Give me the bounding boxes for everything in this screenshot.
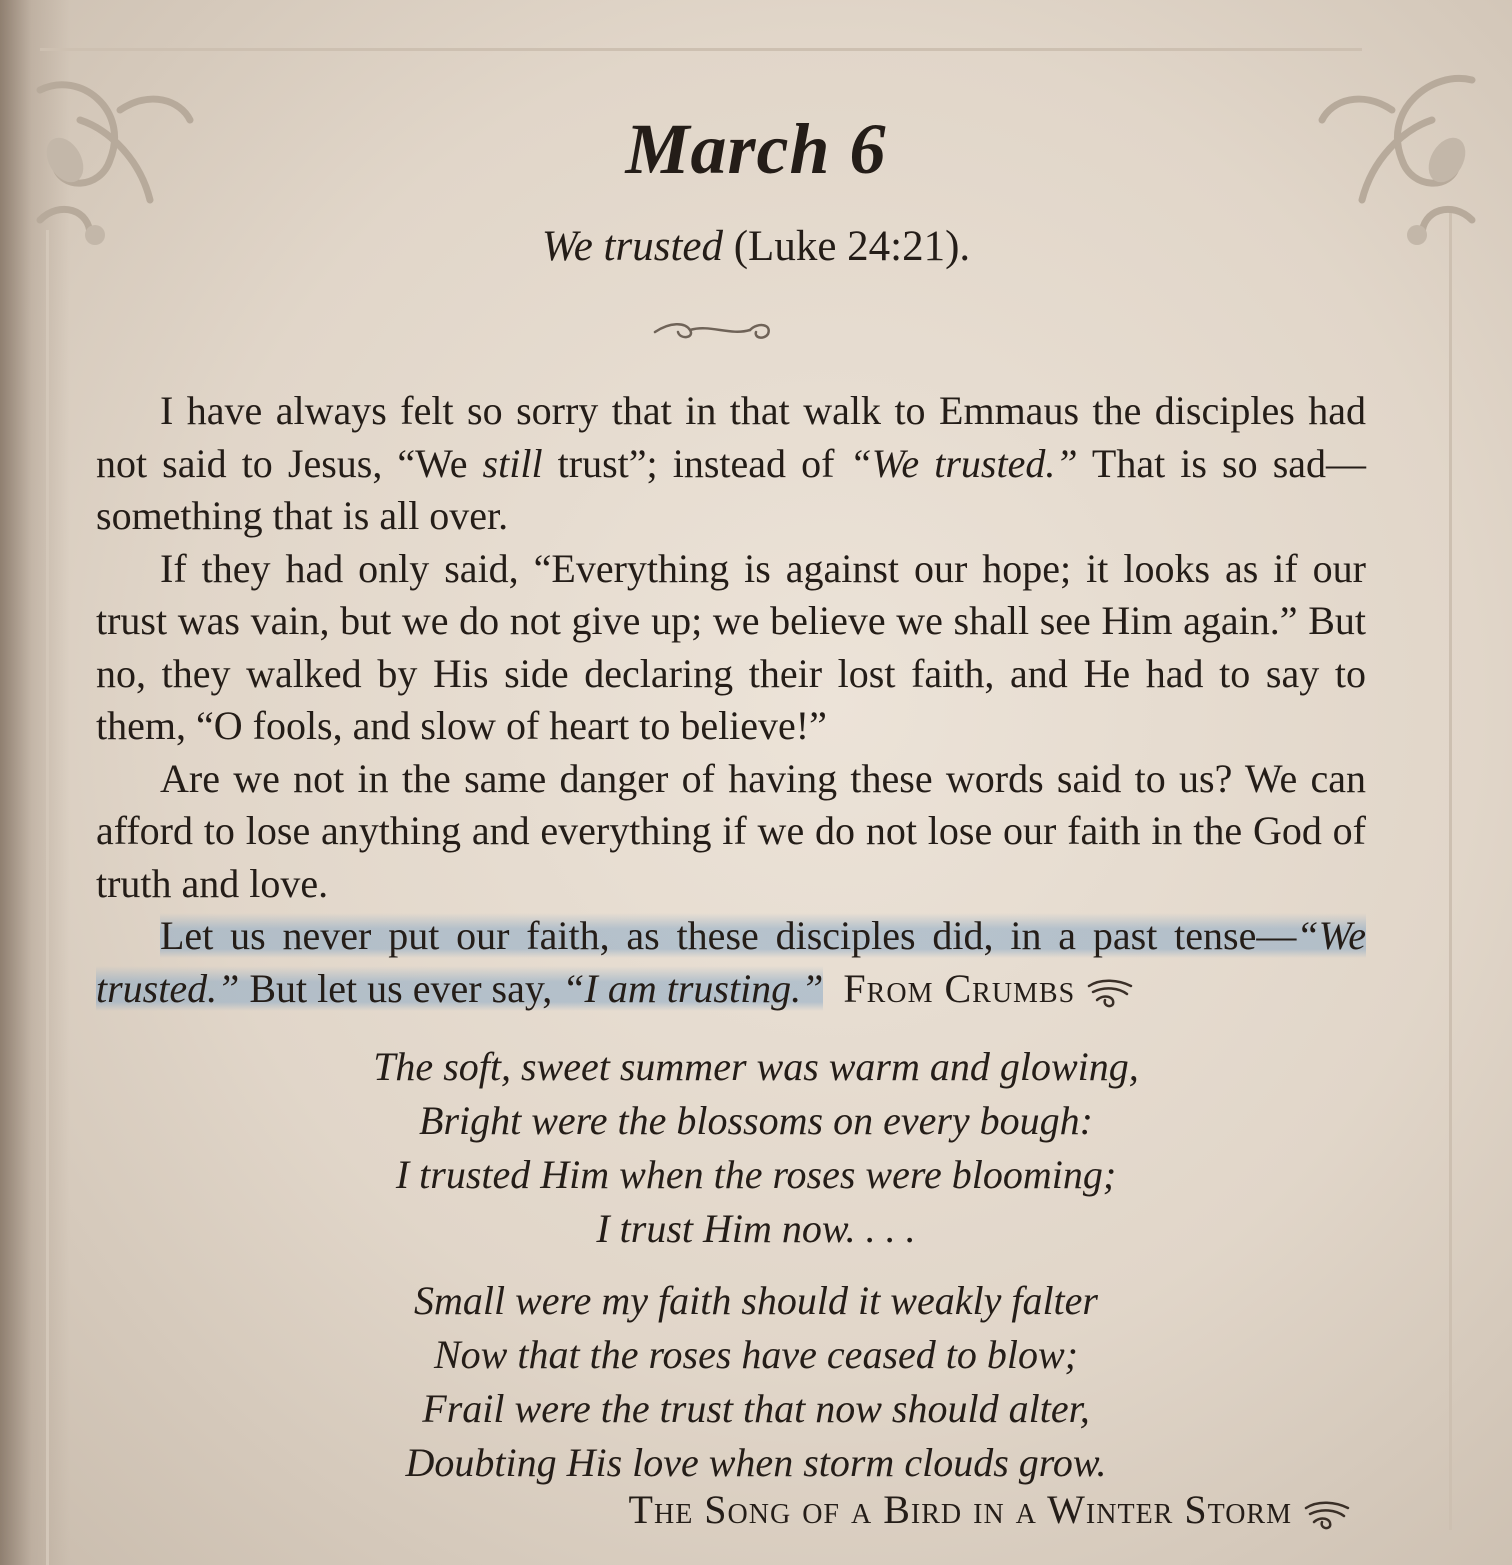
poem-line: I trust Him now. . . .: [596, 1206, 916, 1251]
leaf-ornament-icon: [1085, 976, 1135, 1008]
paragraph-3: Are we not in the same danger of having these words said to us? We can afford to lose anything and everything if we do not lose our faith in the God of truth and love.: [96, 755, 1366, 906]
leaf-ornament-icon: [1302, 1498, 1352, 1530]
poem-credit-text: The Song of a Bird in a Winter Storm: [628, 1487, 1292, 1532]
poem-line: I trusted Him when the roses were blooming;: [395, 1152, 1117, 1197]
paragraph-2: If they had only said, “Everything is against our hope; it looks as if our trust was vain, but we do not give up; we believe we shall see Him again.” But no, they walked by His side declaring their lost faith, and He had to say to them, “O fools, and slow of heart to believe!”: [96, 545, 1366, 748]
page-title: March 6: [625, 109, 887, 189]
poem-stanza-1: [0, 1040, 1512, 1256]
devotional-body: [96, 385, 1366, 1015]
poem: [0, 1040, 1512, 1508]
verse-reference: (Luke 24:21).: [733, 223, 971, 270]
p1-quote: “We trusted.”: [849, 440, 1078, 486]
flourish-divider-icon: [650, 314, 780, 344]
p4-quote: “We trusted.”: [96, 913, 1366, 1011]
poem-line: Doubting His love when storm clouds grow.: [405, 1440, 1107, 1485]
poem-stanza-2: [0, 1274, 1512, 1490]
p1-text: I have always felt so sorry that in that walk to Emmaus the disciples had not said to Jesus, “We: [96, 388, 1366, 486]
poem-line: The soft, sweet summer was warm and glowing,: [373, 1044, 1139, 1089]
p4-text-2: But let us ever say,: [239, 965, 563, 1011]
verse-text: We trusted: [541, 223, 723, 270]
poem-line: Small were my faith should it weakly falter: [414, 1278, 1098, 1323]
p1-emphasis: still: [482, 440, 543, 486]
p4-quote-2: “I am trusting.”: [562, 965, 824, 1011]
highlighted-passage: [96, 913, 1366, 1011]
poem-line: Bright were the blossoms on every bough:: [419, 1098, 1093, 1143]
paragraph-4: [96, 910, 1366, 1015]
poem-credit: [629, 1486, 1352, 1533]
poem-line: Now that the roses have ceased to blow;: [434, 1332, 1078, 1377]
source-credit: From Crumbs: [843, 965, 1076, 1011]
p1-text-2: trust”; instead of: [542, 440, 850, 486]
paragraph-1: [96, 385, 1366, 543]
frame-top-line: [40, 48, 1362, 51]
p4-text: Let us never put our faith, as these disciples did, in a past tense—: [160, 913, 1297, 958]
poem-line: Frail were the trust that now should alter,: [422, 1386, 1090, 1431]
p1-text-3: That is so sad—something that is all over.: [96, 440, 1367, 538]
scripture-verse: [0, 222, 1512, 271]
